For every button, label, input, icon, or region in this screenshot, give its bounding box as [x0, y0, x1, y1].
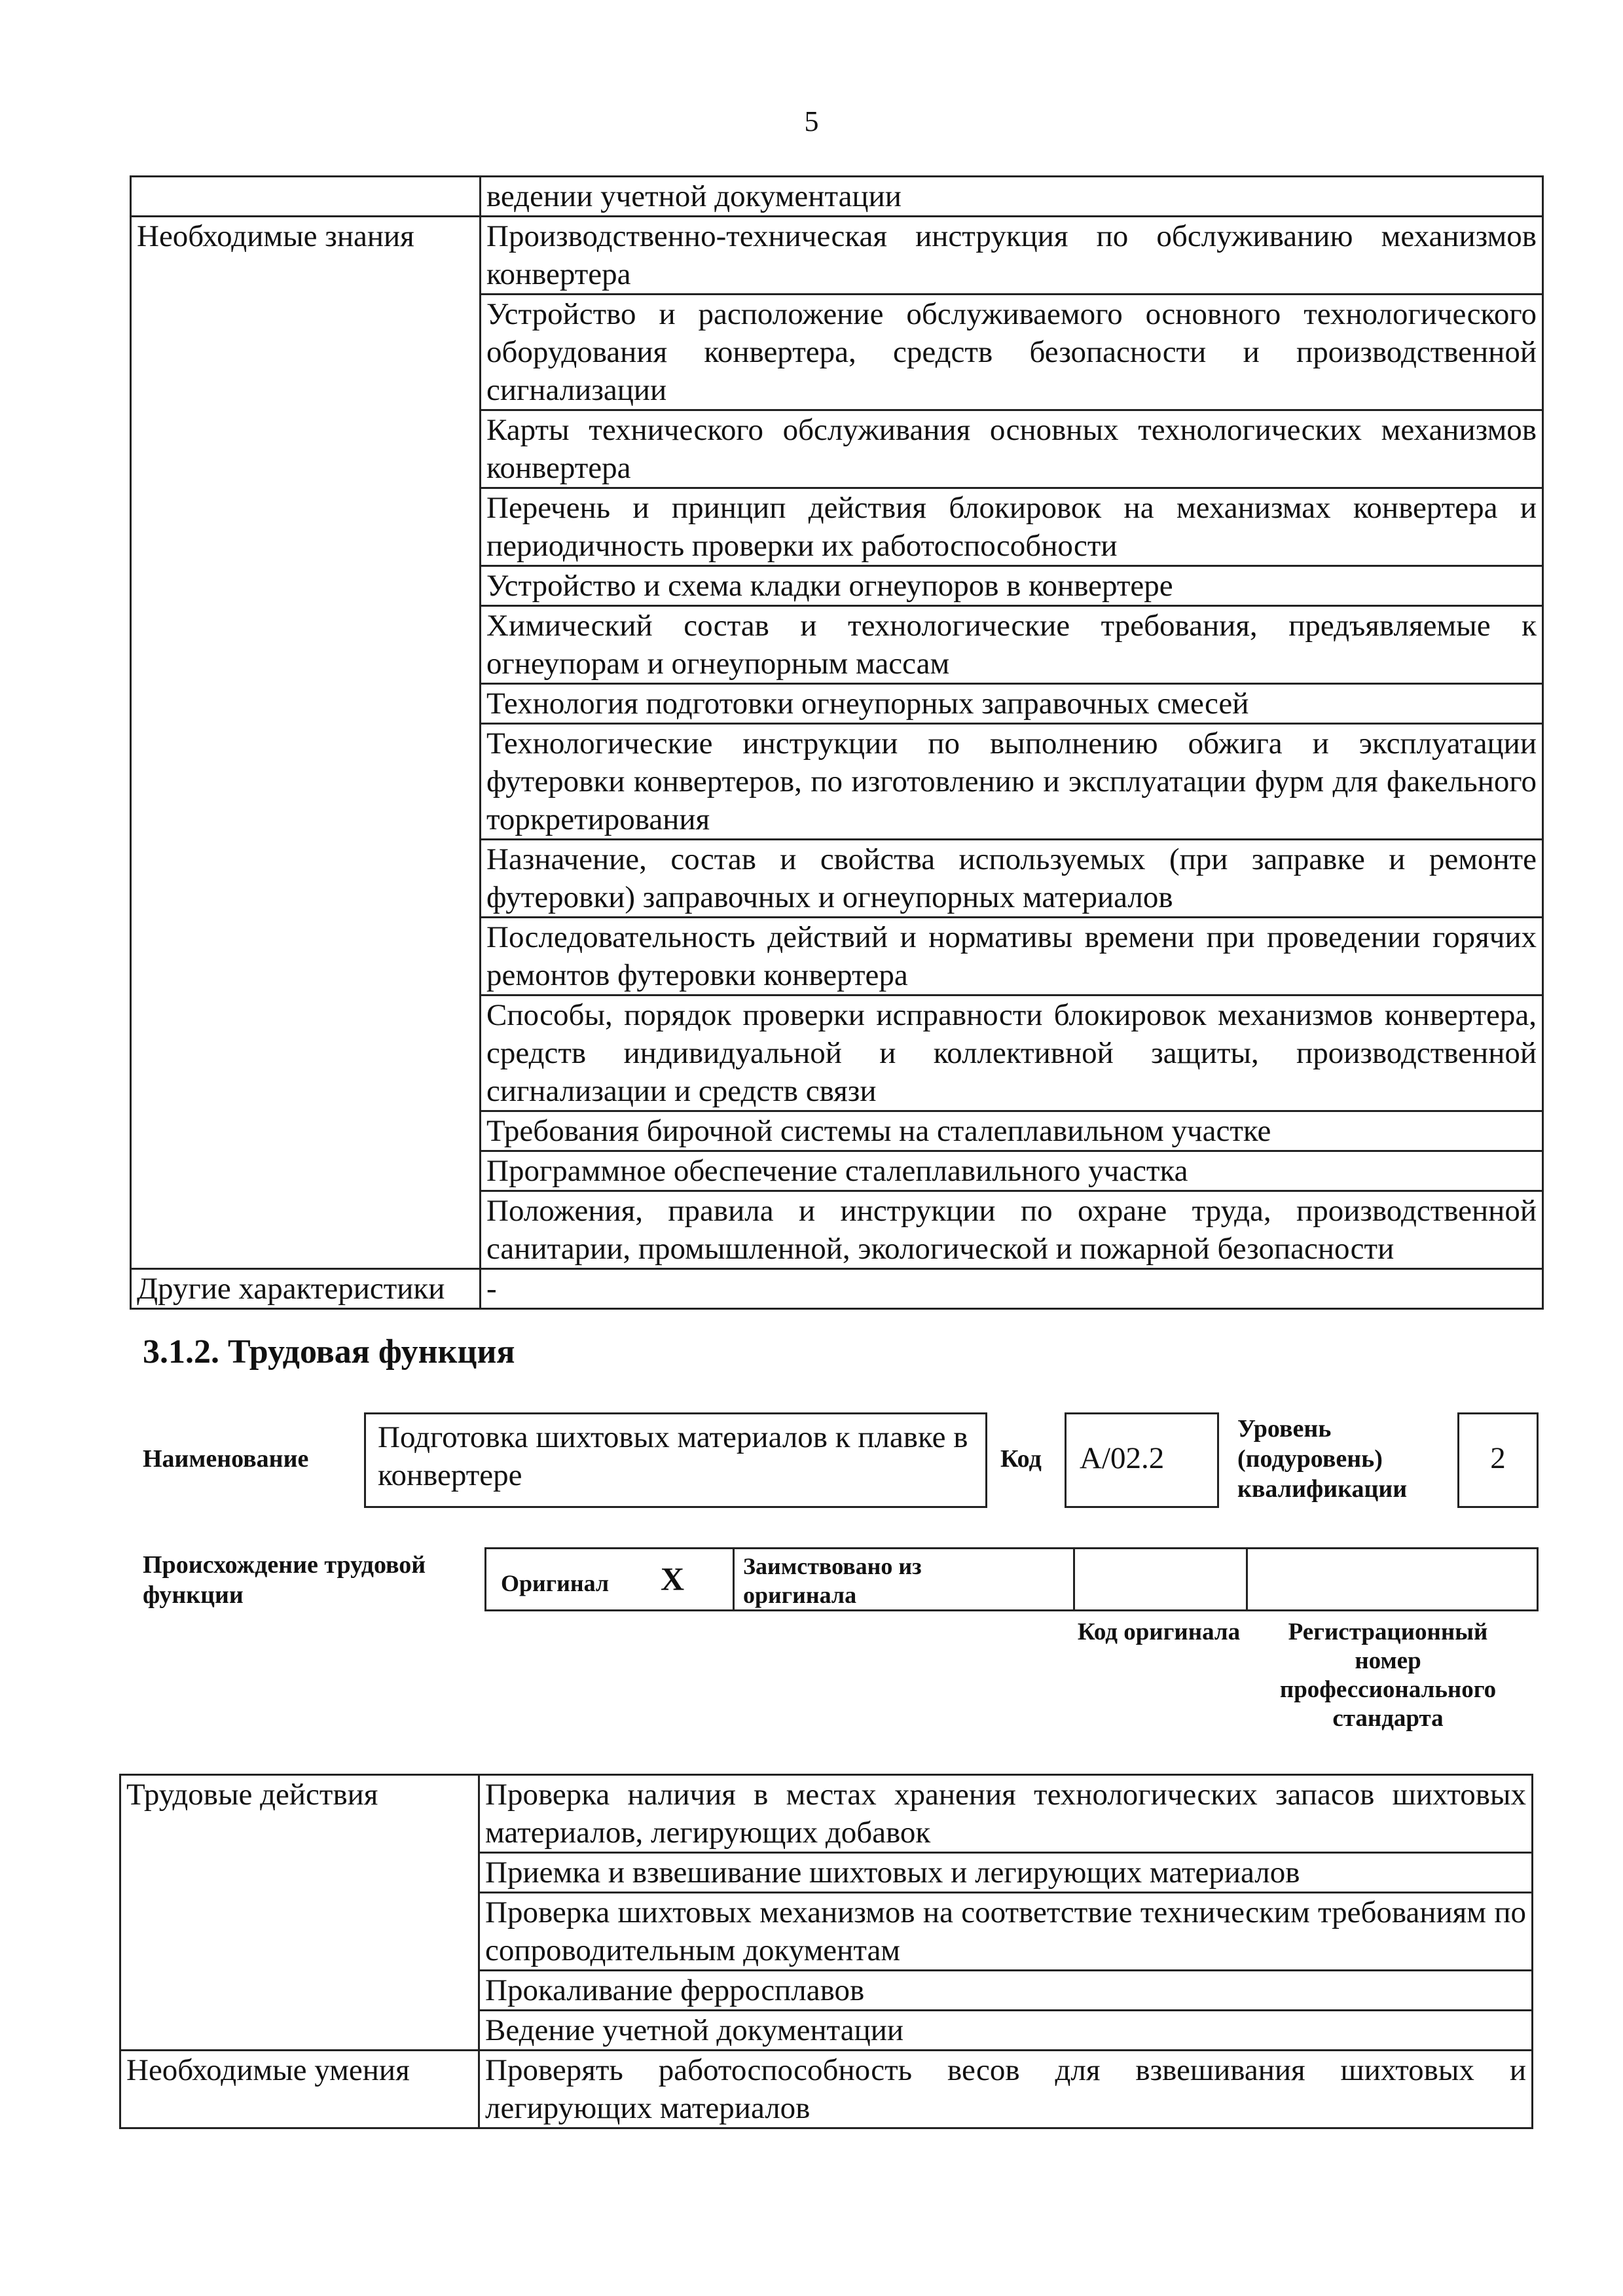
row-item: Программное обеспечение сталеплавильного участка [481, 1151, 1543, 1191]
table-row [131, 1269, 1543, 1309]
name-value: Подготовка шихтовых материалов к плавке в конвертере [364, 1412, 987, 1508]
level-value: 2 [1457, 1412, 1539, 1508]
original-mark: X [661, 1560, 685, 1597]
code-original-caption: Код оригинала [1077, 1619, 1241, 1645]
knowledge-table [130, 175, 1544, 1310]
table-row [120, 2051, 1533, 2128]
row-item: Ведение учетной документации [479, 2011, 1533, 2051]
name-label: Наименование [143, 1445, 309, 1473]
row-item: Химический состав и технологические требования, предъявляемые к огнеупорам и огнеупорным массам [481, 606, 1543, 684]
divider [1073, 1549, 1075, 1609]
level-label: Уровень (подуровень) квалификации [1237, 1415, 1408, 1503]
original-label: Оригинал [501, 1570, 610, 1596]
origin-label: Происхождение трудовой функции [143, 1551, 426, 1609]
origin-box [484, 1547, 1539, 1611]
row-item: Технологические инструкции по выполнению обжига и эксплуатации футеровки конвертеров, по изготовлению и эксплуатации фурм для факельного торкретирования [481, 724, 1543, 840]
row-item: Проверять работоспособность весов для взвешивания шихтовых и легирующих материалов [479, 2051, 1533, 2128]
row-item: Последовательность действий и нормативы времени при проведении горячих ремонтов футеровки конвертера [481, 918, 1543, 996]
divider [1246, 1549, 1248, 1609]
row-item: Карты технического обслуживания основных технологических механизмов конвертера [481, 410, 1543, 488]
code-value: А/02.2 [1065, 1412, 1219, 1508]
section-title: 3.1.2. Трудовая функция [143, 1333, 515, 1371]
row-item: Прокаливание ферросплавов [479, 1971, 1533, 2011]
code-label: Код [1000, 1445, 1042, 1473]
table-row [120, 1775, 1533, 1853]
borrowed-label: Заимствовано из оригинала [743, 1553, 922, 1608]
row-item: ведении учетной документации [481, 177, 1543, 217]
row-item: Приемка и взвешивание шихтовых и легирующих материалов [479, 1853, 1533, 1893]
row-item: Проверка шихтовых механизмов на соответствие техническим требованиям по сопроводительным документам [479, 1893, 1533, 1971]
row-item: Способы, порядок проверки исправности блокировок механизмов конвертера, средств индивидуальной и коллективной защиты, производственной сигнализации и средств связи [481, 996, 1543, 1111]
actions-table [119, 1774, 1533, 2129]
row-item: Положения, правила и инструкции по охране труда, производственной санитарии, промышленной, экологической и пожарной безопасности [481, 1191, 1543, 1269]
row-item: Требования бирочной системы на сталеплавильном участке [481, 1111, 1543, 1151]
row-item: Технология подготовки огнеупорных заправочных смесей [481, 684, 1543, 724]
row-label-other: Другие характеристики [131, 1269, 481, 1309]
row-item: - [481, 1269, 1543, 1309]
row-label-actions: Трудовые действия [120, 1775, 479, 2051]
row-label-skills: Необходимые умения [120, 2051, 479, 2128]
row-item: Устройство и расположение обслуживаемого основного технологического оборудования конвертера, средств безопасности и производственной сигнализации [481, 295, 1543, 410]
table-row [131, 177, 1543, 217]
row-item: Перечень и принцип действия блокировок на механизмах конвертера и периодичность проверки их работоспособности [481, 488, 1543, 566]
table-row [131, 217, 1543, 295]
row-label [131, 177, 481, 217]
reg-number-caption: Регистрационный номер профессионального стандарта [1279, 1619, 1497, 1732]
row-item: Назначение, состав и свойства используемых (при заправке и ремонте футеровки) заправочных и огнеупорных материалов [481, 840, 1543, 918]
row-label-knowledge: Необходимые знания [131, 217, 481, 1269]
row-item: Проверка наличия в местах хранения технологических запасов шихтовых материалов, легирующих добавок [479, 1775, 1533, 1853]
divider [733, 1549, 735, 1609]
row-item: Устройство и схема кладки огнеупоров в конвертере [481, 566, 1543, 606]
page-number: 5 [804, 105, 819, 137]
row-item: Производственно-техническая инструкция по обслуживанию механизмов конвертера [481, 217, 1543, 295]
